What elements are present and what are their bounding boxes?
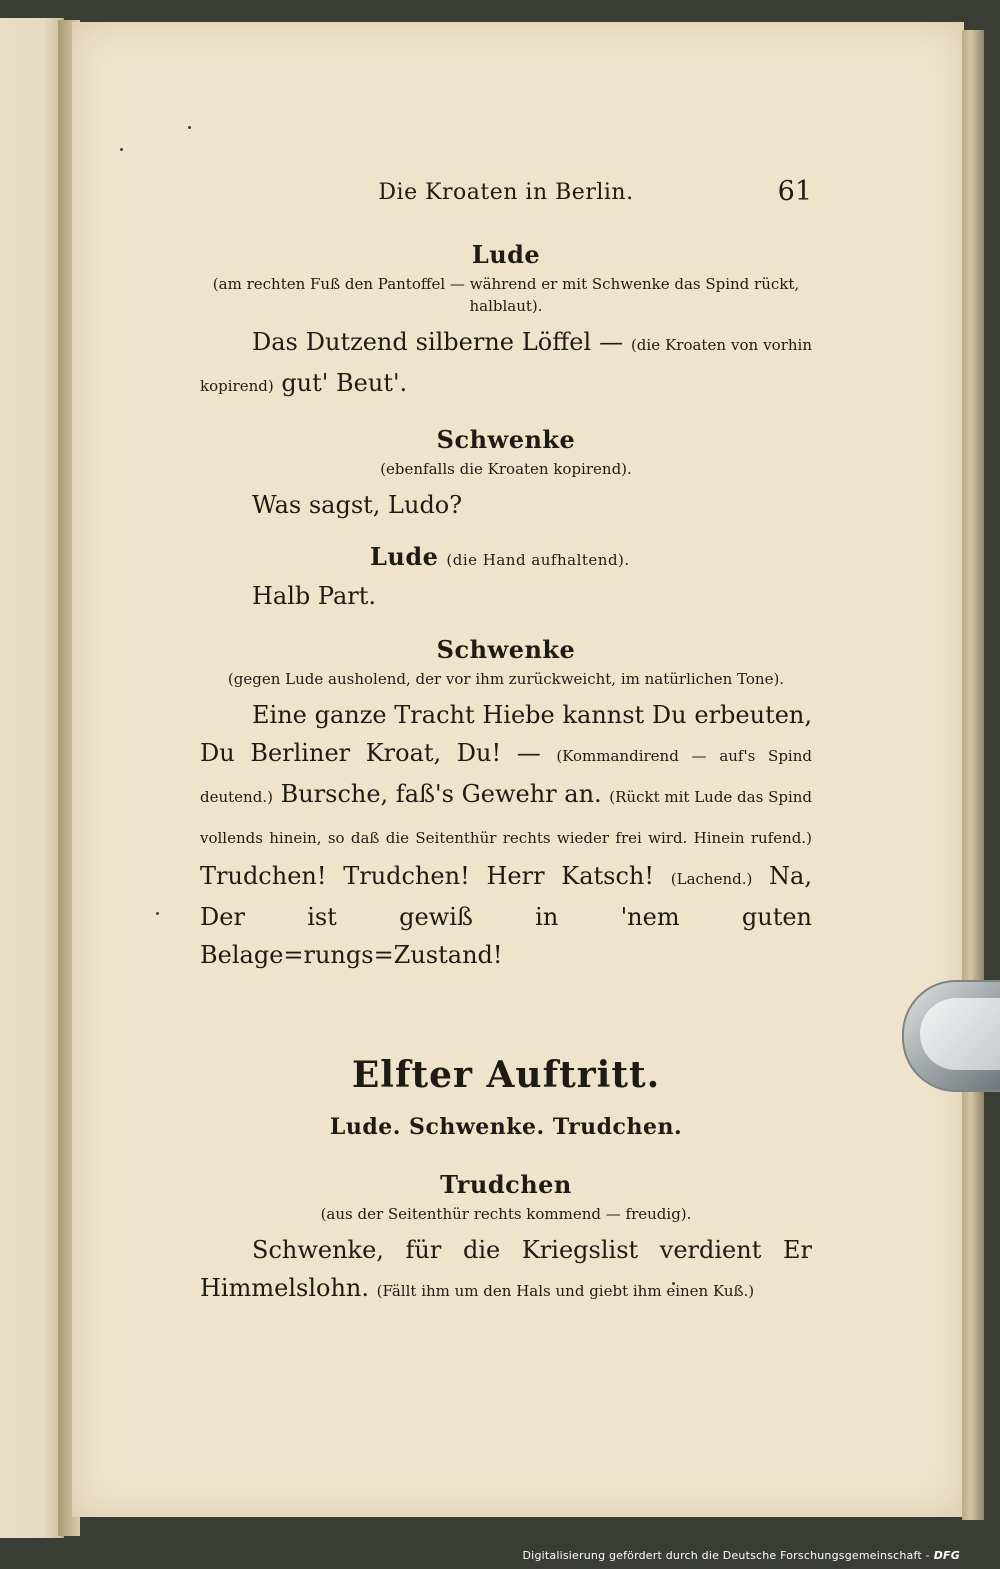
stage-direction: (am rechten Fuß den Pantoffel — während er mit Schwenke das Spind rückt, halblaut). xyxy=(212,275,800,315)
paper-speck xyxy=(156,912,159,915)
paper-speck xyxy=(188,126,191,129)
speech: Was sagst, Ludo? xyxy=(252,491,463,519)
page-clip-highlight xyxy=(920,998,1000,1070)
page-content xyxy=(200,170,812,1310)
stage-direction: (ebenfalls die Kroaten kopirend). xyxy=(380,460,632,478)
speaker-name: Trudchen xyxy=(440,1170,572,1199)
speech-text: Trudchen! Trudchen! Herr Katsch! xyxy=(200,862,671,890)
inline-stage-direction: (Rückt mit Lude das Spind vollends hinein, so daß die Seitenthür rechts wieder frei wird. Hinein rufend.) xyxy=(200,788,813,847)
dfg-logo: DFG xyxy=(933,1549,960,1562)
speech-text: Bursche, faß's Gewehr an. xyxy=(272,780,610,808)
credit-text: Digitalisierung gefördert durch die Deutsche Forschungsgemeinschaft - xyxy=(522,1549,930,1562)
speaker-name: Lude xyxy=(471,240,541,269)
speech-text: Schwenke, für die Kriegslist verdient Er Himmelslohn. xyxy=(200,1236,812,1302)
speech-text: Na, Der ist gewiß in 'nem guten Belage=rungs=Zustand! xyxy=(200,862,812,969)
running-head xyxy=(200,170,812,220)
speech-text: gut' Beut'. xyxy=(273,369,408,397)
speech xyxy=(200,696,812,974)
paper-speck xyxy=(120,148,123,151)
stage-direction: (aus der Seitenthür rechts kommend — freudig). xyxy=(320,1205,692,1223)
speaker-name: Lude xyxy=(370,542,439,571)
speech xyxy=(200,1231,812,1310)
digitization-credit xyxy=(523,1549,960,1562)
inline-stage-direction: (die Kroaten von vorhin kopirend) xyxy=(200,336,812,395)
speech xyxy=(200,323,812,405)
inline-stage-direction: (Lachend.) xyxy=(670,870,753,888)
page-number: 61 xyxy=(777,176,812,207)
scene-title: Elfter Auftritt. xyxy=(351,1054,661,1096)
speech-text: Das Dutzend silberne Löffel — xyxy=(252,328,631,356)
left-page-edge xyxy=(0,18,64,1538)
inline-stage-direction: (Kommandirend — auf's Spind deutend.) xyxy=(200,747,812,806)
speaker-line xyxy=(370,542,812,571)
scene-cast: Lude. Schwenke. Trudchen. xyxy=(329,1114,683,1140)
speaker-name: Schwenke xyxy=(436,635,576,664)
running-head-title: Die Kroaten in Berlin. xyxy=(378,180,634,205)
speech: Halb Part. xyxy=(252,582,377,610)
inline-stage-direction: (Fällt ihm um den Hals und giebt ihm einen Kuß.) xyxy=(376,1282,755,1300)
speech-text: Eine ganze Tracht Hiebe kannst Du erbeuten, Du Berliner Kroat, Du! — xyxy=(200,701,812,767)
inline-stage-direction: (die Hand aufhaltend). xyxy=(446,551,630,569)
speaker-name: Schwenke xyxy=(436,425,576,454)
page-edge xyxy=(962,30,984,1520)
stage-direction: (gegen Lude ausholend, der vor ihm zurückweicht, im natürlichen Tone). xyxy=(227,670,785,688)
